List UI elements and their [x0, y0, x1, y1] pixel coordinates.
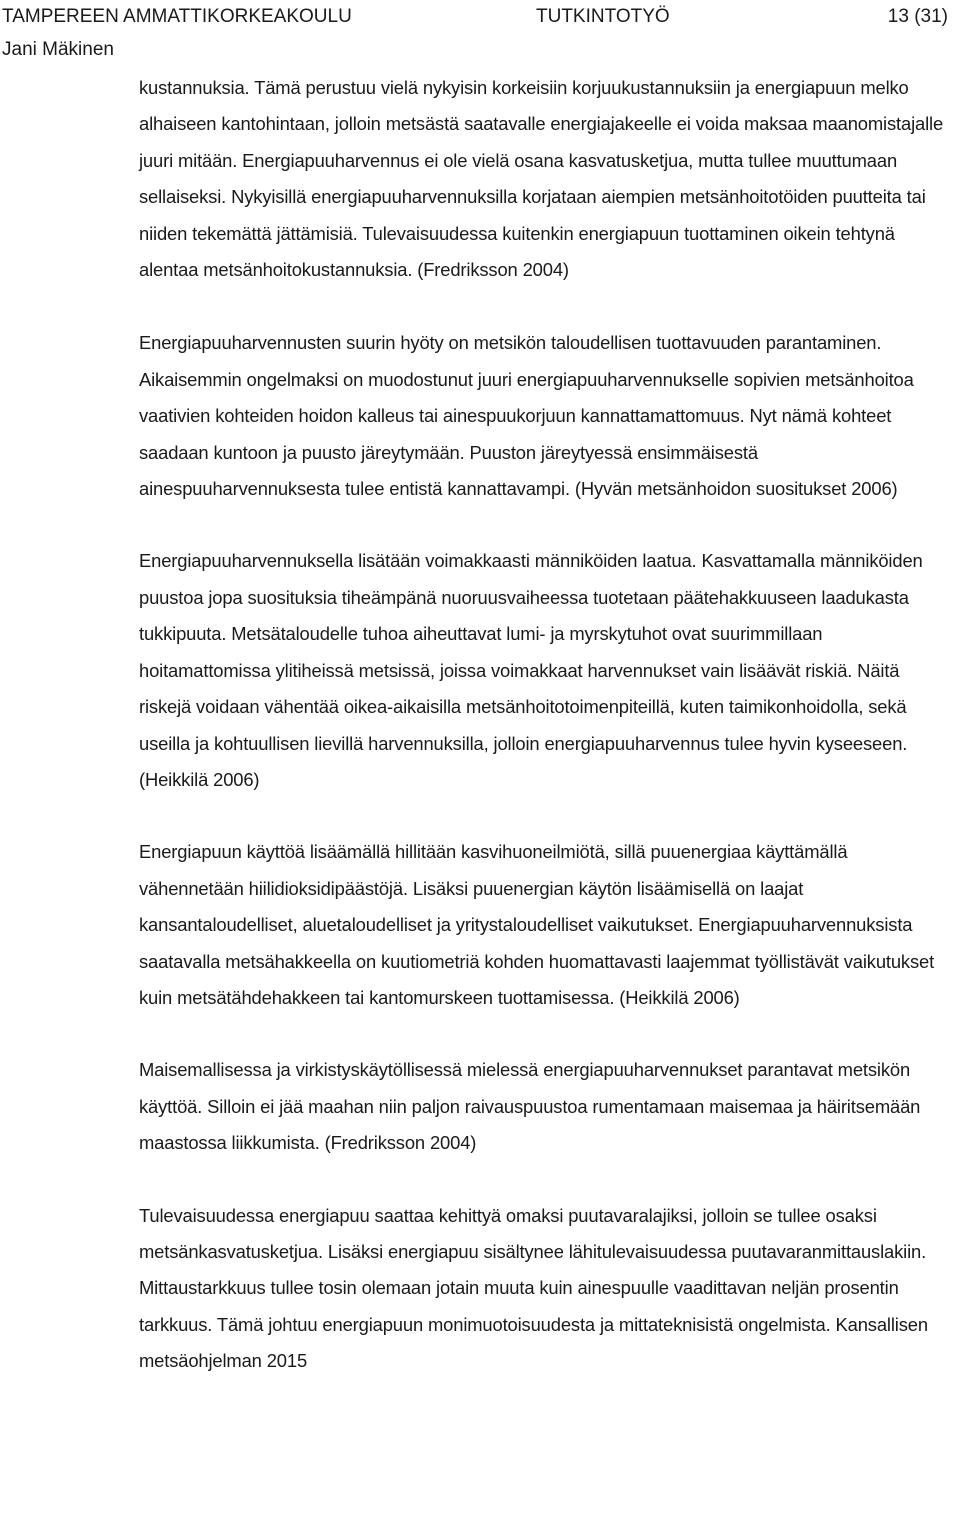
page-header: [0, 0, 960, 60]
paragraph-energy-costs: kustannuksia. Tämä perustuu vielä nykyisin korkeisiin korjuukustannuksiin ja energiapuun melko alhaiseen kantohintaan, jolloin metsästä saatavalle energiajakeelle ei voida maksaa maanomistajalle juuri mitään. Energiapuuharvennus ei ole vielä osana kasvatusketjua, mutta tullee muuttumaan sellaiseksi. Nykyisillä energiapuuharvennuksilla korjataan aiempien metsänhoitotöiden puutteita tai niiden tekemättä jättämisiä. Tulevaisuudessa kuitenkin energiapuun tuottaminen oikein tehtynä alentaa metsänhoitokustannuksia. (Fredriksson 2004): [139, 77, 944, 281]
paragraph-productivity-benefit: Energiapuuharvennusten suurin hyöty on metsikön taloudellisen tuottavuuden parantaminen. Aikaisemmin ongelmaksi on muodostunut juuri energiapuuharvennukselle sopivien metsänhoitoa vaativien kohteiden hoidon kalleus tai ainespuukorjuun kannattamattomuus. Nyt nämä kohteet saadaan kuntoon ja puusto järeytymään. Puuston järeytyessä ensimmäisestä ainespuuharvennuksesta tulee entistä kannattavampi. (Hyvän metsänhoidon suositukset 2006): [139, 332, 914, 500]
paragraph-climate-economy: Energiapuun käyttöä lisäämällä hillitään kasvihuoneilmiötä, sillä puuenergiaa käyttämällä vähennetään hiilidioksidipäästöjä. Lisäksi puuenergian käytön lisäämisellä on laajat kansantaloudelliset, aluetaloudelliset ja yritystaloudelliset vaikutukset. Energiapuuharvennuksista saatavalla metsähakkeella on kuutiometriä kohden huomattavasti laajemmat työllistävät vaikutukset kuin metsätähdehakkeen tai kantomurskeen tuottamisessa. (Heikkilä 2006): [139, 841, 935, 1008]
paragraph-pine-quality: Energiapuuharvennuksella lisätään voimakkaasti männiköiden laatua. Kasvattamalla männiköiden puustoa jopa suosituksia tiheämpänä nuoruusvaiheessa tuotetaan päätehakkuuseen laadukasta tukkipuuta. Metsätaloudelle tuhoa aiheuttavat lumi- ja myrskytuhot ovat suurimmillaan hoitamattomissa ylitiheissä metsissä, joissa voimakkaat harvennukset vain lisäävät riskiä. Näitä riskejä voidaan vähentää oikea-aikaisilla metsänhoitotoimenpiteillä, kuten taimikonhoidolla, sekä useilla ja kohtuullisen lievillä harvennuksilla, jolloin energiapuuharvennus tulee hyvin kyseeseen. (Heikkilä 2006): [139, 550, 923, 790]
body-text: [139, 70, 951, 1416]
header-author: Jani Mäkinen: [2, 39, 114, 60]
paragraph-landscape: Maisemallisessa ja virkistyskäytöllisessä mielessä energiapuuharvennukset parantavat metsikön käyttöä. Silloin ei jää maahan niin paljon raivauspuustoa rumentamaan maisemaa ja häiritsemään maastossa liikkumista. (Fredriksson 2004): [139, 1059, 921, 1154]
paragraph-future: Tulevaisuudessa energiapuu saattaa kehittyä omaksi puutavaralajiksi, jolloin se tullee osaksi metsänkasvatusketjua. Lisäksi energiapuu sisältynee lähitulevaisuudessa puutavaranmittauslakiin. Mittaustarkkuus tullee tosin olemaan jotain muuta kuin ainespuulle vaadittavan neljän prosentin tarkkuus. Tämä johtuu energiapuun monimuotoisuudesta ja mittateknisistä ongelmista. Kansallisen metsäohjelman 2015: [139, 1204, 928, 1372]
header-organization: TAMPEREEN AMMATTIKORKEAKOULU: [2, 6, 352, 27]
header-document-type: TUTKINTOTYÖ: [536, 6, 670, 27]
header-page-number: 13 (31): [887, 6, 948, 27]
